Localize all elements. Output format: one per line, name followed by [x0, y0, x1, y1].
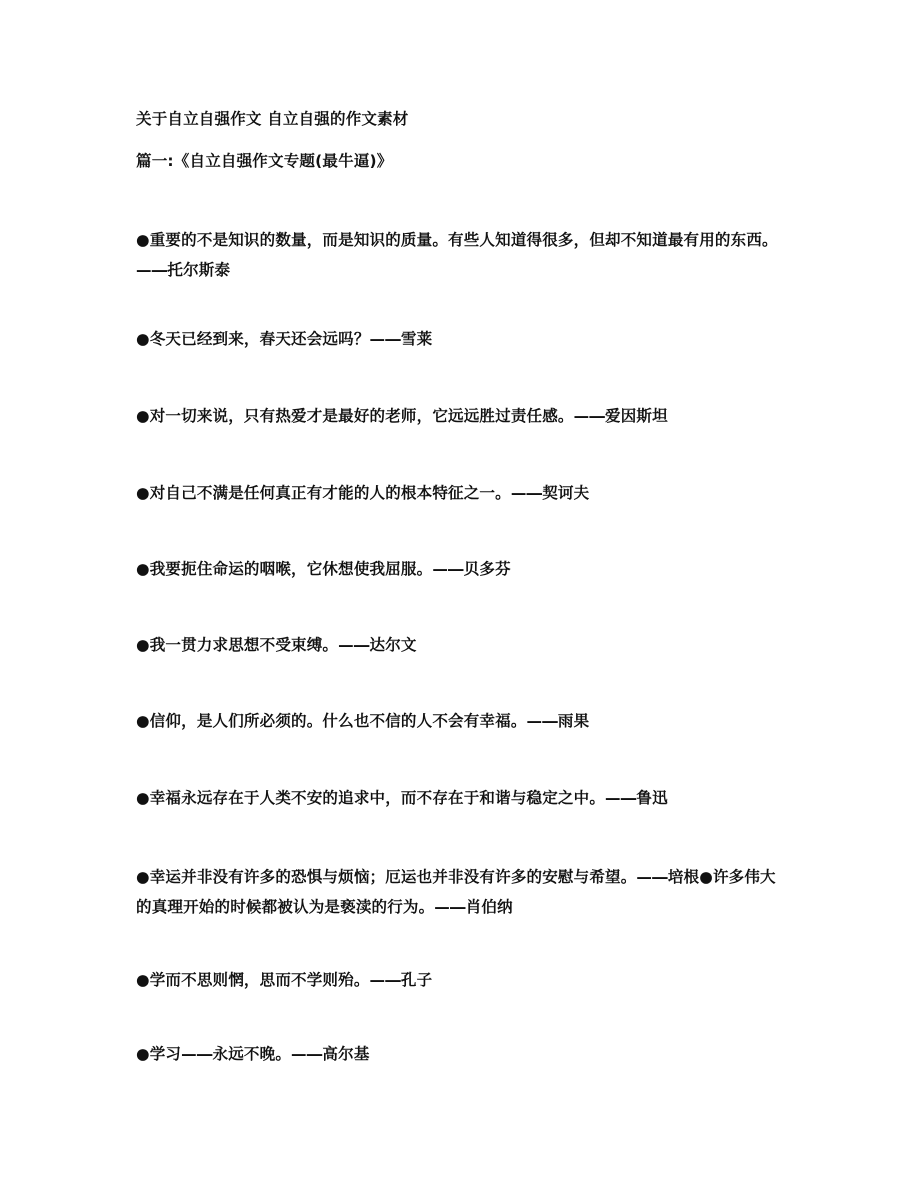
quote: ●我一贯力求思想不受束缚。—―达尔文: [136, 636, 417, 654]
quote: ●幸运并非没有许多的恐惧与烦恼；厄运也并非没有许多的安慰与希望。—―培根●许多伟大的真理开始的时候都被认为是亵渎的行为。—―肖伯纳: [136, 868, 776, 916]
document-subtitle: 篇一:《自立自强作文专题(最牛逼)》: [136, 152, 393, 170]
quote: ●我要扼住命运的咽喉，它休想使我屈服。—―贝多芬: [136, 560, 511, 578]
quote: ●信仰，是人们所必须的。什么也不信的人不会有幸福。—―雨果: [136, 712, 590, 730]
quote: ●学习—―永远不晚。—―高尔基: [136, 1045, 370, 1063]
quote: ●对自己不满是任何真正有才能的人的根本特征之一。—―契诃夫: [136, 484, 590, 502]
quote: ●冬天已经到来，春天还会远吗？—―雪莱: [136, 330, 433, 348]
quote: ●学而不思则惘，思而不学则殆。—―孔子: [136, 971, 433, 989]
document-title: 关于自立自强作文 自立自强的作文素材: [136, 110, 409, 128]
quote: ●重要的不是知识的数量，而是知识的质量。有些人知道得很多，但却不知道最有用的东西。—―托尔斯泰: [136, 231, 778, 279]
quote: ●幸福永远存在于人类不安的追求中，而不存在于和谐与稳定之中。—―鲁迅: [136, 789, 668, 807]
quote: ●对一切来说，只有热爱才是最好的老师，它远远胜过责任感。—―爱因斯坦: [136, 407, 668, 425]
